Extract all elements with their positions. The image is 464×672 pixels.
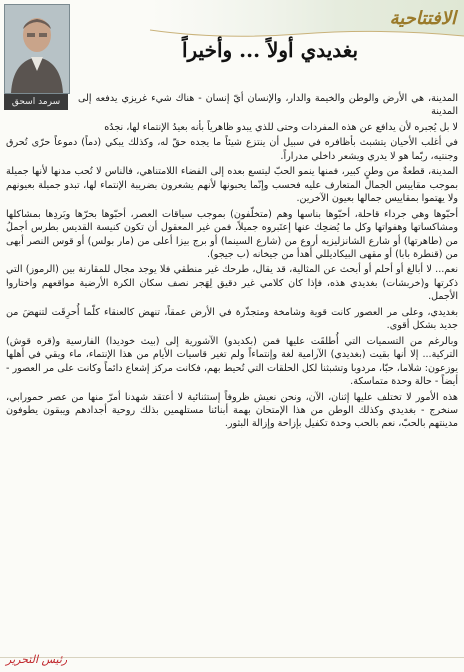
article-body — [6, 92, 458, 433]
paragraph: المدينة، هي الأرض والوطن والخيمة والدار، والإنسان أيّ إنسان - هناك شيء غريزي يدفعه إلى المدينة — [78, 93, 458, 118]
paragraph: لا بل يُجبره لأن يدافع عن هذه المفردات وحتى للذي يبدو ظاهرياً بأنه بعيدُ الإنتماء لها، نجدُه — [104, 121, 458, 133]
paragraph: في أغلب الأحيان يتشبث بأظافره في سبيل أن ينتزع شيئاً ما يجده حقّ له، وكذلك يبكي (دماً) دموعاً حرّى تُحرق وجنتيه، ربّما هو لا يدري ويشعر داخلي مدراراً. — [6, 137, 458, 162]
paragraph: نعم... لا أبالغ أو أحلم أو أبحث عن المثالية، قد يقال، طرحك غير منطقي فلا يوجد مجال للمقارنة بين (الرموز) التي ذكرتها و(خربشات) بغديدي هذه، فإذا كان كلامي غير دقيق لِهَجر نصف سكان الكرة الأرضية مواقعهم واختاروا الأجمل. — [6, 264, 458, 303]
footer-divider — [0, 657, 464, 658]
headline: بغديدي أولاً ... وأخيراً — [181, 38, 359, 62]
author-name: سرمد اسحق — [4, 94, 68, 110]
portrait-image — [5, 5, 69, 93]
section-title: الافتتاحية — [389, 8, 456, 29]
editor-signature: رئيس التحرير — [6, 653, 68, 666]
author-photo — [4, 4, 70, 94]
paragraph: بغديدي، وعلى مر العصور كانت قوية وشامخة ومتجذّرة في الأرض عمقاً، تنهض كالعنقاء كلّما أُحرِقَت لتنهضَ من جديد بشكل أقوى. — [6, 306, 458, 332]
paragraph: هذه الأمور لا تختلف عليها إثنان، الآن، ونحن نعيش ظروفاً إستثنائية لا أعتقد شهدنا أمرّ منها من عصر حمورابي، سنخرج - بغديدي وكذلك الوطن من هذا الإمتحان بهمة أبنائنا مستلهمين بذلك روحية أجدادهم ويبقون يطوفون مدينتهم بالحبّ، نعم بالحب وحدة تكفيل بإزاحة وإزالة البثور. — [6, 391, 458, 430]
paragraph: أحبّوها وهي جرداء قاحلة، أحبّوها بناسها وهم (متخلّفون) بموجب سياقات العصر، أحبّوها بحرّها وبَردِها بمشاكلها ومشاكساتها وهفواتها وكل ما يُضحِك عنها إعتَبروه جميلاً، فمن غير المعقول أن تكون كنيسة القديس بطرس أجملُ من (طاهرتها) أو شارع الشانزليزيه أروع من (شارع السينما) أو برج بيزا أعلى من (مار بولس) أو قوس النصر أبهى من (قنطرة بابا) أو مقهى البيكاديللي أهدأ من جيخانه (ب جيجو). — [6, 208, 458, 260]
paragraph: وبالرغم من التسميات التي أُطلقَت عليها فمن (بكديدو) الآشورية إلى (بيث خوديدا) الفارسية و(قره قوش) التركية... إلا أنها بقيت (بغديدي) الآرامية لغة وإنتماءاً ولم تغير قاسيات الأيام من هذا الإنتماء، ماء ويقي في أهلها يوزعون: شلاما، حبّا، مردوبا وتشبثنا لكل الحلقات التي تُحيط بهم، فكانت مركز إشعاع دائماً وكانت على مر العصور - أيضاً - حالة وحدة متماسكة. — [6, 335, 458, 388]
paragraph: المدينة، قطعةٌ من وطنٍ كبير، فمنها ينمو الحبّ ليتسع بعده إلى الفضاء اللامتناهي، فالناس لا تُحب مدنها لأنها جميلة بموجب مقاييس الجمال المتعارف عليه فحسب وإنّما يحبونها لأنهم يشعرون بضريبة الإنتماء لها، تبدو جميلة بعيونهم ولا يهتموا بمقاييس جمالها بعيون الآخرين. — [6, 166, 458, 205]
